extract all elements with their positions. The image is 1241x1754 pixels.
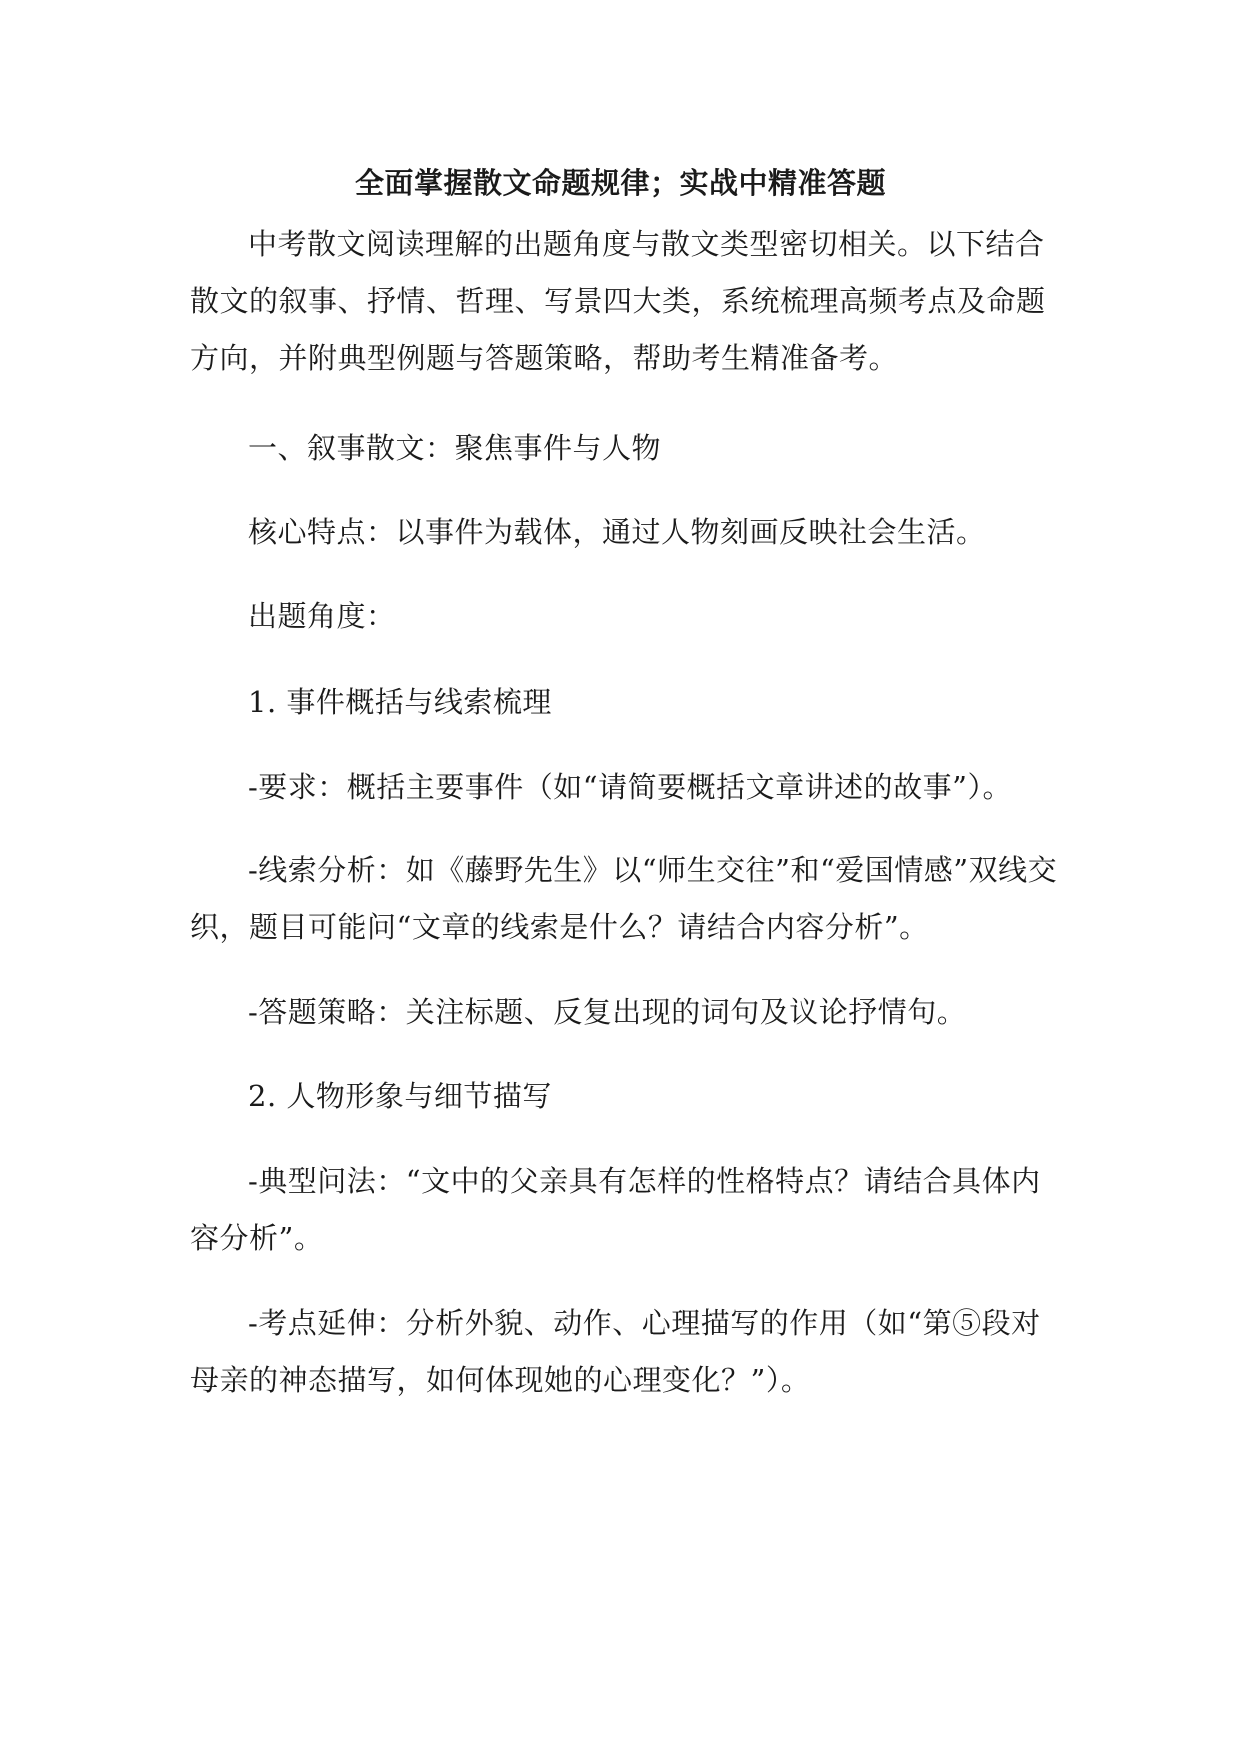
item2-extension: -考点延伸：分析外貌、动作、心理描写的作用（如“第⑤段对母亲的神态描写，如何体现她的心理变化？”）。: [190, 1306, 1041, 1397]
core-feature-text: 核心特点：以事件为载体，通过人物刻画反映社会生活。: [248, 515, 986, 549]
item2-heading: 2. 人物形象与细节描写: [248, 1079, 552, 1113]
intro-paragraph: 中考散文阅读理解的出题角度与散文类型密切相关。以下结合散文的叙事、抒情、哲理、写景四大类，系统梳理高频考点及命题方向，并附典型例题与答题策略，帮助考生精准备考。: [190, 227, 1046, 375]
item1-heading: 1. 事件概括与线索梳理: [248, 685, 552, 719]
document-title: 全面掌握散文命题规律；实战中精准答题: [354, 166, 886, 200]
item2-typical-question: -典型问法：“文中的父亲具有怎样的性格特点？请结合具体内容分析”。: [190, 1164, 1041, 1255]
angle-heading: 出题角度：: [248, 599, 396, 633]
item1-clue-analysis: -线索分析：如《藤野先生》以“师生交往”和“爱国情感”双线交织，题目可能问“文章的线索是什么？请结合内容分析”。: [190, 853, 1058, 944]
item1-strategy: -答题策略：关注标题、反复出现的词句及议论抒情句。: [248, 995, 967, 1029]
item1-requirement: -要求：概括主要事件（如“请简要概括文章讲述的故事”）。: [248, 770, 1012, 804]
section-heading-narrative: 一、叙事散文：聚焦事件与人物: [248, 431, 662, 465]
